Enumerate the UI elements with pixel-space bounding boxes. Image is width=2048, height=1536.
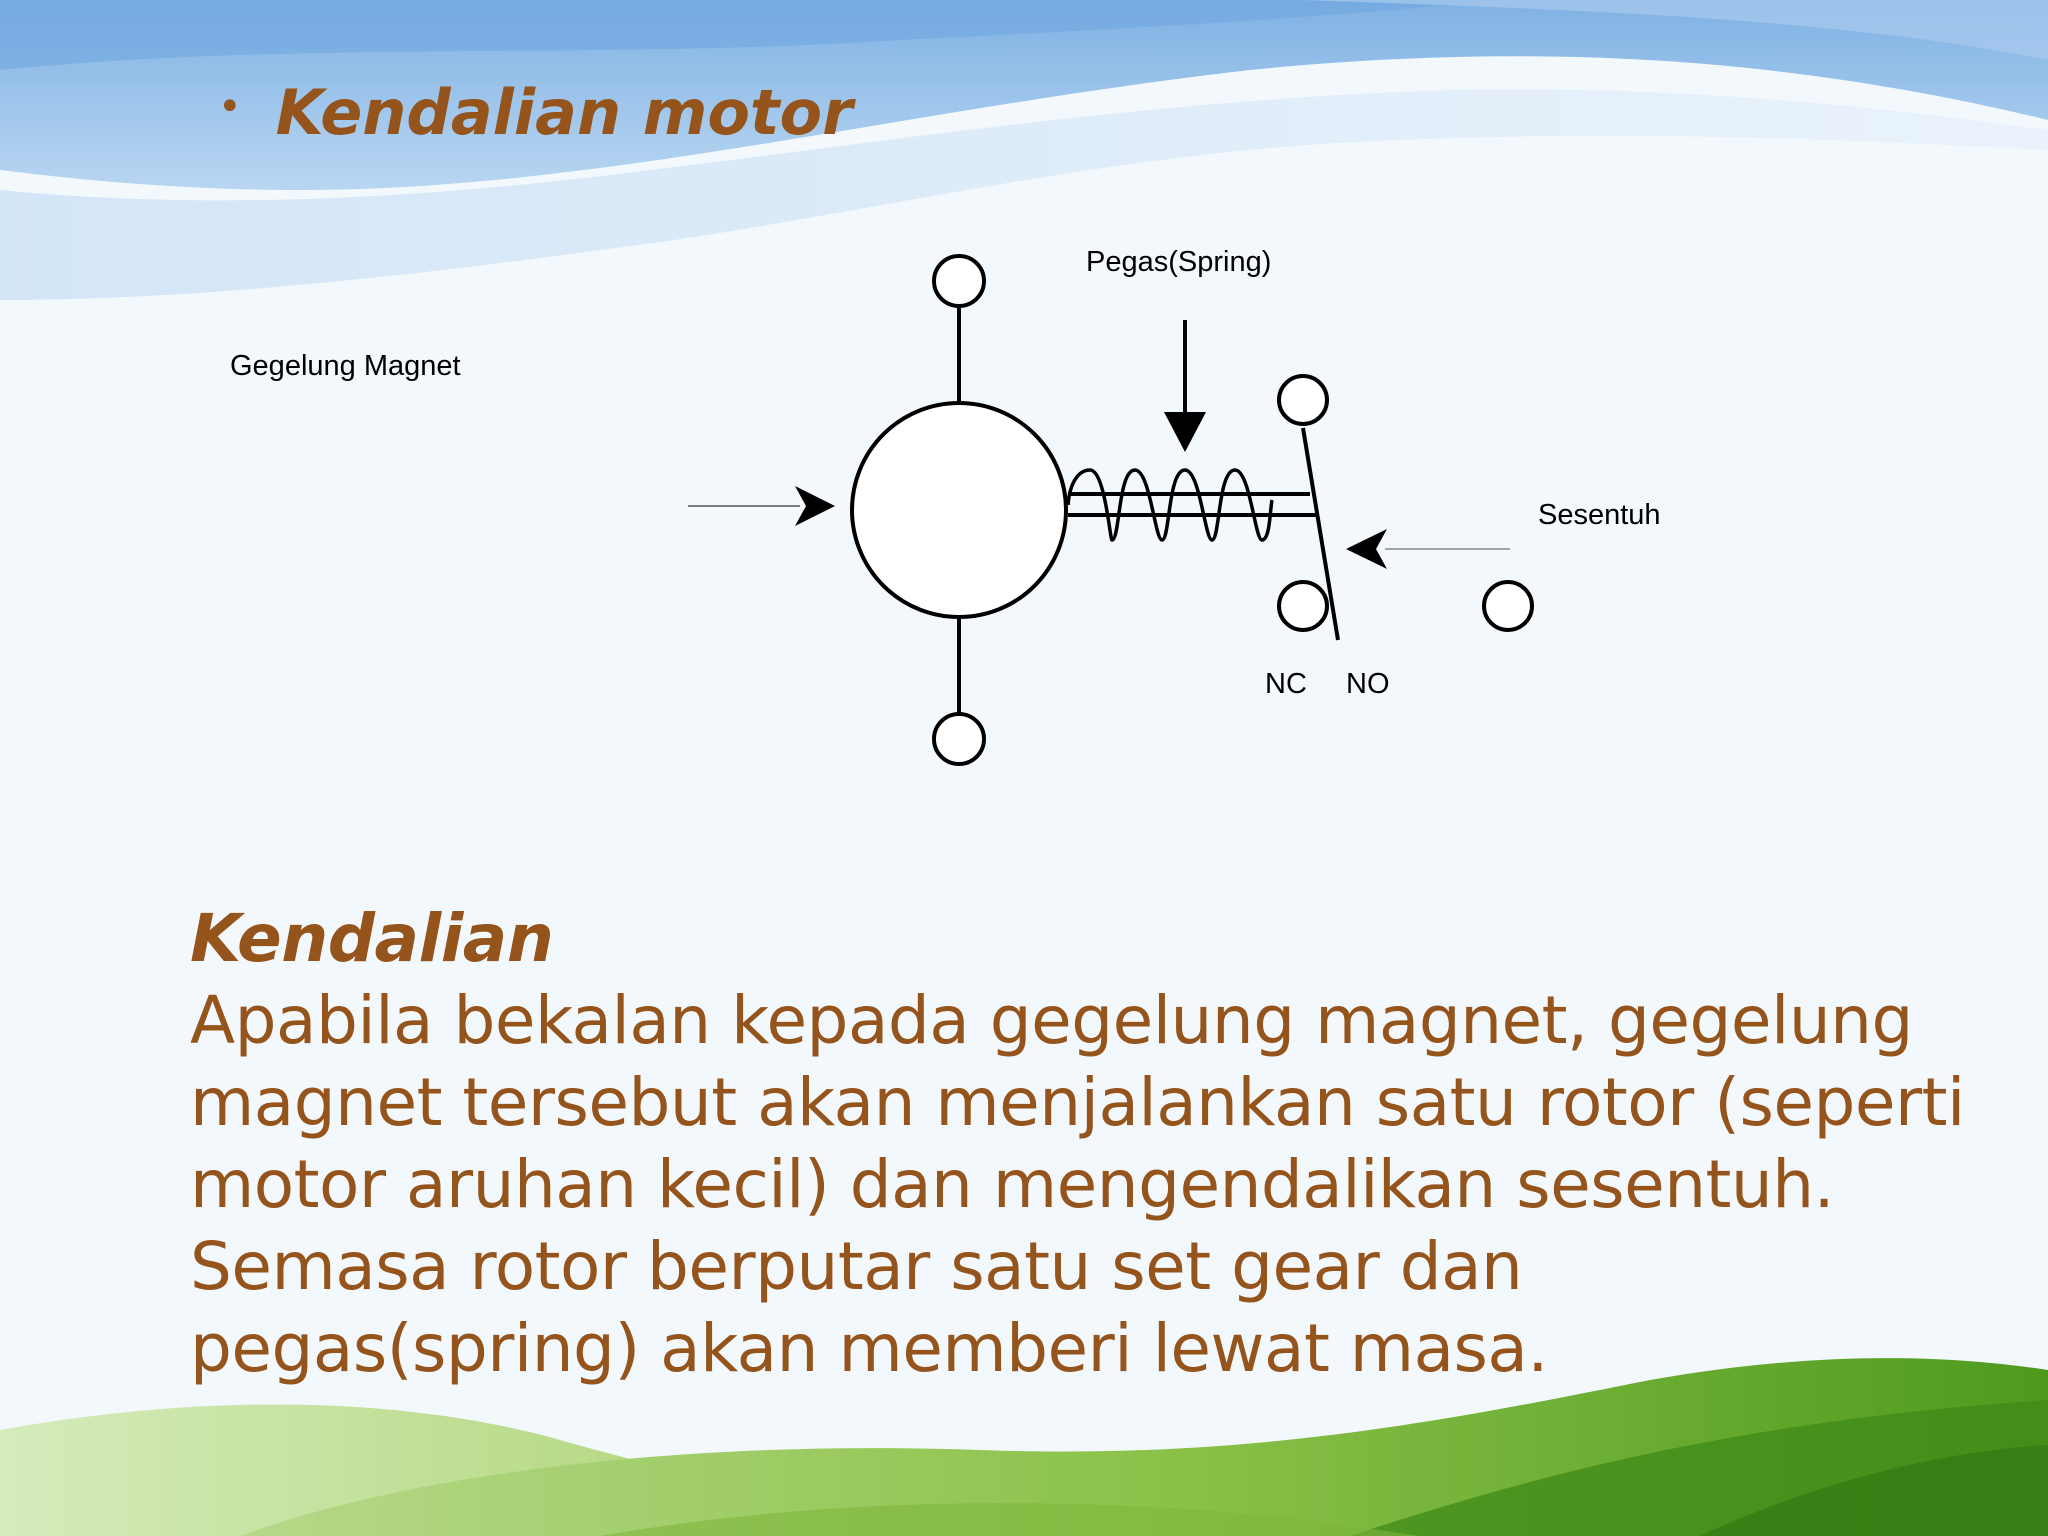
- body-line: Apabila bekalan kepada gegelung magnet, gegelung: [190, 982, 1913, 1059]
- contact-label: Sesentuh: [1538, 499, 1661, 531]
- spring-coil: [1068, 470, 1272, 540]
- no-terminal: [1484, 582, 1532, 630]
- contact-top-terminal: [1279, 376, 1327, 424]
- contact-arrow-head: [1346, 529, 1387, 569]
- body-line: magnet tersebut akan menjalankan satu rotor (seperti: [190, 1064, 1965, 1141]
- magnet-coil: [852, 403, 1066, 617]
- no-label: NO: [1346, 668, 1390, 700]
- coil-label: Gegelung Magnet: [230, 350, 461, 382]
- body-line: Semasa rotor berputar satu set gear dan: [190, 1228, 1523, 1305]
- body-line: motor aruhan kecil) dan mengendalikan sesentuh.: [190, 1146, 1835, 1223]
- title-text: Kendalian motor: [275, 76, 853, 149]
- body-heading: Kendalian: [190, 900, 554, 977]
- coil-arrow-head: [795, 486, 835, 526]
- nc-label: NC: [1265, 668, 1307, 700]
- body-line: pegas(spring) akan memberi lewat masa.: [190, 1310, 1548, 1387]
- bottom-terminal: [934, 714, 984, 764]
- spring-label: Pegas(Spring): [1086, 246, 1272, 278]
- bullet-icon: •: [218, 84, 242, 130]
- body-text: [190, 898, 1990, 1390]
- nc-terminal: [1279, 582, 1327, 630]
- top-terminal: [934, 256, 984, 306]
- spring-arrow-head: [1164, 412, 1206, 452]
